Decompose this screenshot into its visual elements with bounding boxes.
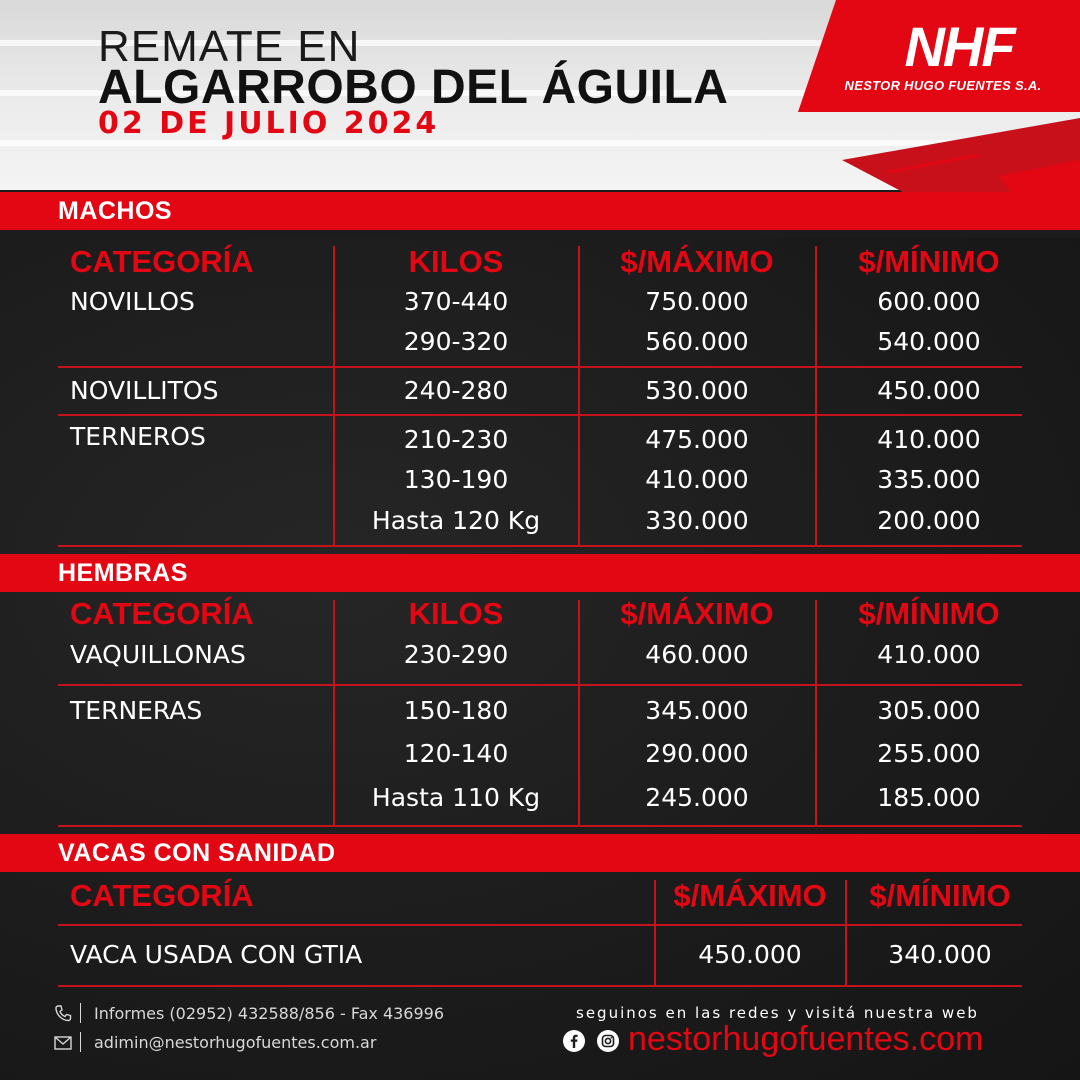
row-kilos: 120-140 (403, 739, 509, 768)
row-kilos: 370-440 (403, 287, 509, 316)
column-header-minimo: $/MÍNIMO (858, 596, 1000, 631)
row-min-price: 305.000 (877, 696, 981, 725)
row-divider (58, 414, 1022, 416)
row-min-price: 540.000 (877, 327, 981, 356)
row-divider (58, 684, 1022, 686)
website-link[interactable]: nestorhugofuentes.com (628, 1020, 984, 1058)
section-bar-hembras (0, 554, 1080, 592)
row-min-price: 410.000 (877, 640, 981, 669)
row-category: NOVILLOS (70, 287, 195, 316)
row-max-price: 750.000 (645, 287, 749, 316)
row-min-price: 410.000 (877, 425, 981, 454)
section-title-hembras: HEMBRAS (58, 559, 188, 587)
row-divider (58, 985, 1022, 987)
contact-phone: Informes (02952) 432588/856 - Fax 436996 (94, 1004, 445, 1023)
table-divider (333, 600, 335, 826)
row-max-price: 560.000 (645, 327, 749, 356)
instagram-icon[interactable] (596, 1029, 620, 1057)
title-line-1: REMATE EN (98, 22, 361, 71)
column-header-minimo: $/MÍNIMO (858, 244, 1000, 279)
row-min-price: 450.000 (877, 376, 981, 405)
company-logo (798, 0, 1080, 200)
column-header-maximo: $/MÁXIMO (620, 244, 774, 279)
row-min-price: 200.000 (877, 506, 981, 535)
row-kilos: 130-190 (403, 465, 509, 494)
row-kilos: 150-180 (403, 696, 509, 725)
social-caption: seguinos en las redes y visitá nuestra web (576, 1004, 979, 1022)
row-max-price: 245.000 (645, 783, 749, 812)
row-max-price: 530.000 (645, 376, 749, 405)
column-header-categoria: CATEGORÍA (70, 878, 254, 913)
row-kilos: Hasta 110 Kg (371, 783, 541, 812)
event-date: 02 DE JULIO 2024 (98, 106, 440, 141)
column-header-categoria: CATEGORÍA (70, 244, 254, 279)
row-kilos: 290-320 (403, 327, 509, 356)
phone-icon (54, 1004, 72, 1026)
footer-separator (80, 1032, 81, 1052)
column-header-maximo: $/MÁXIMO (620, 596, 774, 631)
logo-mark: NHF (904, 15, 1014, 78)
row-min-price: 185.000 (877, 783, 981, 812)
row-divider (58, 545, 1022, 547)
row-category: VACA USADA CON GTIA (70, 940, 363, 969)
column-header-kilos: KILOS (408, 244, 504, 279)
column-header-maximo: $/MÁXIMO (673, 878, 827, 913)
row-kilos: 240-280 (403, 376, 509, 405)
column-header-kilos: KILOS (408, 596, 504, 631)
row-max-price: 345.000 (645, 696, 749, 725)
row-min-price: 600.000 (877, 287, 981, 316)
footer-separator (80, 1003, 81, 1023)
row-divider (58, 924, 1022, 926)
row-divider (58, 366, 1022, 368)
row-kilos: 210-230 (403, 425, 509, 454)
row-min-price: 340.000 (888, 940, 992, 969)
row-max-price: 410.000 (645, 465, 749, 494)
row-min-price: 335.000 (877, 465, 981, 494)
contact-email[interactable]: adimin@nestorhugofuentes.com.ar (94, 1033, 377, 1052)
column-header-categoria: CATEGORÍA (70, 596, 254, 631)
row-category: TERNEROS (70, 422, 206, 451)
row-max-price: 330.000 (645, 506, 749, 535)
facebook-icon[interactable] (562, 1029, 586, 1057)
logo-company-name: NESTOR HUGO FUENTES S.A. (844, 78, 1042, 93)
row-kilos: Hasta 120 Kg (371, 506, 541, 535)
mail-icon (54, 1035, 72, 1054)
row-kilos: 230-290 (403, 640, 509, 669)
row-category: NOVILLITOS (70, 376, 219, 405)
column-header-minimo: $/MÍNIMO (869, 878, 1011, 913)
section-bar-vacas (0, 834, 1080, 872)
row-divider (58, 825, 1022, 827)
table-divider (333, 246, 335, 546)
title-line-2: ALGARROBO DEL ÁGUILA (98, 61, 729, 114)
section-title-machos: MACHOS (58, 197, 173, 225)
row-max-price: 290.000 (645, 739, 749, 768)
row-max-price: 460.000 (645, 640, 749, 669)
row-max-price: 450.000 (698, 940, 802, 969)
row-min-price: 255.000 (877, 739, 981, 768)
row-max-price: 475.000 (645, 425, 749, 454)
row-category: TERNERAS (70, 696, 203, 725)
section-title-vacas: VACAS CON SANIDAD (58, 839, 336, 867)
section-bar-machos (0, 192, 1080, 230)
row-category: VAQUILLONAS (70, 640, 246, 669)
